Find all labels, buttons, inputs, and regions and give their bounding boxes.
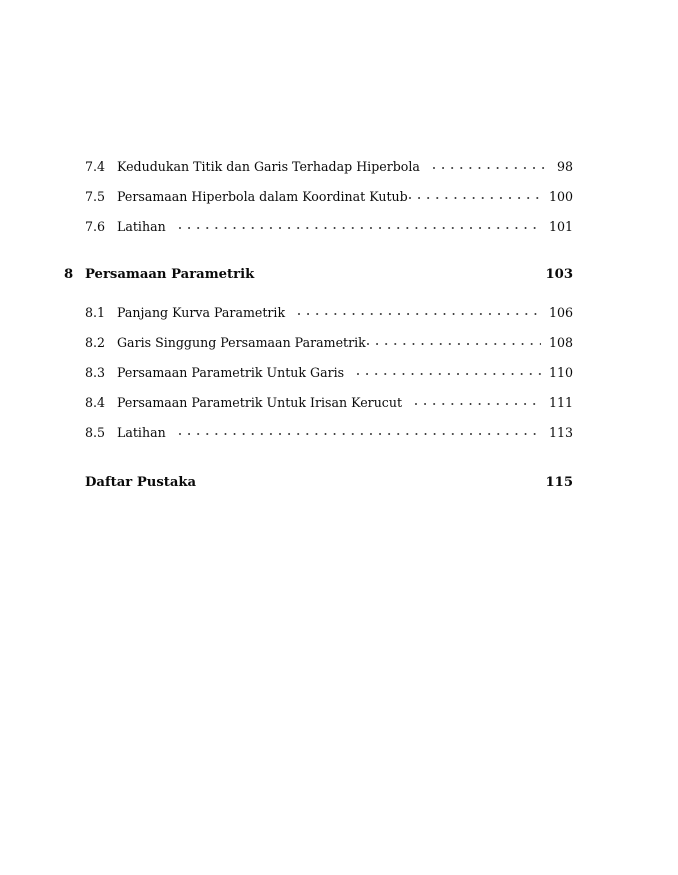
toc-section-entry[interactable] xyxy=(64,298,573,328)
dot-leader-fill xyxy=(357,373,541,375)
toc-entry-page-number: 98 xyxy=(556,159,573,174)
toc-entry-page-number: 100 xyxy=(548,189,573,204)
dot-leader-fill xyxy=(367,343,541,345)
toc-entry-page-number: 101 xyxy=(548,219,573,234)
toc-entry-number: 8.5 xyxy=(85,425,106,440)
dot-leader-fill xyxy=(179,433,541,435)
toc-entry-page-number: 106 xyxy=(548,305,573,320)
toc-entry-number: 7.4 xyxy=(85,159,106,174)
toc-entry-title: Garis Singgung Persamaan Parametrik xyxy=(117,335,366,350)
toc-entry-number: 8.3 xyxy=(85,365,106,380)
toc-entry-page-number: 115 xyxy=(545,475,573,490)
toc-chapter-entry[interactable] xyxy=(64,468,573,498)
vertical-spacer xyxy=(64,242,573,260)
dot-leader-fill xyxy=(409,197,541,199)
toc-entry-page-number: 110 xyxy=(548,365,573,380)
toc-entry-title: Daftar Pustaka xyxy=(85,475,197,490)
toc-entry-title: Latihan xyxy=(117,425,166,440)
toc-chapter-entry[interactable] xyxy=(64,260,573,290)
dot-leader-fill xyxy=(298,313,541,315)
toc-entry-number: 7.6 xyxy=(85,219,106,234)
toc-section-entry[interactable] xyxy=(64,358,573,388)
table-of-contents xyxy=(64,152,573,498)
vertical-spacer xyxy=(64,448,573,468)
toc-dot-leader xyxy=(415,394,541,407)
toc-dot-leader xyxy=(357,364,541,377)
toc-entry-title: Persamaan Hiperbola dalam Koordinat Kutub xyxy=(117,189,408,204)
toc-section-entry[interactable] xyxy=(64,212,573,242)
toc-entry-page-number: 108 xyxy=(548,335,573,350)
toc-dot-leader xyxy=(433,158,549,171)
toc-section-entry[interactable] xyxy=(64,418,573,448)
vertical-spacer xyxy=(64,290,573,298)
toc-section-entry[interactable] xyxy=(64,388,573,418)
dot-leader-fill xyxy=(179,227,541,229)
toc-entry-title: Panjang Kurva Parametrik xyxy=(117,305,286,320)
toc-entry-number: 8 xyxy=(64,267,74,282)
toc-section-entry[interactable] xyxy=(64,328,573,358)
toc-entry-number: 8.2 xyxy=(85,335,106,350)
toc-entry-title: Latihan xyxy=(117,219,166,234)
toc-dot-leader xyxy=(179,424,541,437)
toc-entry-title: Persamaan Parametrik Untuk Irisan Kerucut xyxy=(117,395,403,410)
toc-dot-leader xyxy=(367,334,541,347)
dot-leader-fill xyxy=(415,403,541,405)
toc-entry-number: 8.1 xyxy=(85,305,106,320)
toc-entry-number: 7.5 xyxy=(85,189,106,204)
toc-section-entry[interactable] xyxy=(64,182,573,212)
toc-entry-page-number: 111 xyxy=(548,395,573,410)
toc-dot-leader xyxy=(409,188,541,201)
dot-leader-fill xyxy=(433,167,549,169)
toc-entry-title: Kedudukan Titik dan Garis Terhadap Hiperbola xyxy=(117,159,420,174)
toc-entry-page-number: 113 xyxy=(548,425,573,440)
toc-entry-page-number: 103 xyxy=(545,267,573,282)
toc-dot-leader xyxy=(179,218,541,231)
toc-entry-title: Persamaan Parametrik xyxy=(85,267,255,282)
toc-entry-title: Persamaan Parametrik Untuk Garis xyxy=(117,365,345,380)
toc-section-entry[interactable] xyxy=(64,152,573,182)
toc-dot-leader xyxy=(298,304,541,317)
toc-entry-number: 8.4 xyxy=(85,395,106,410)
